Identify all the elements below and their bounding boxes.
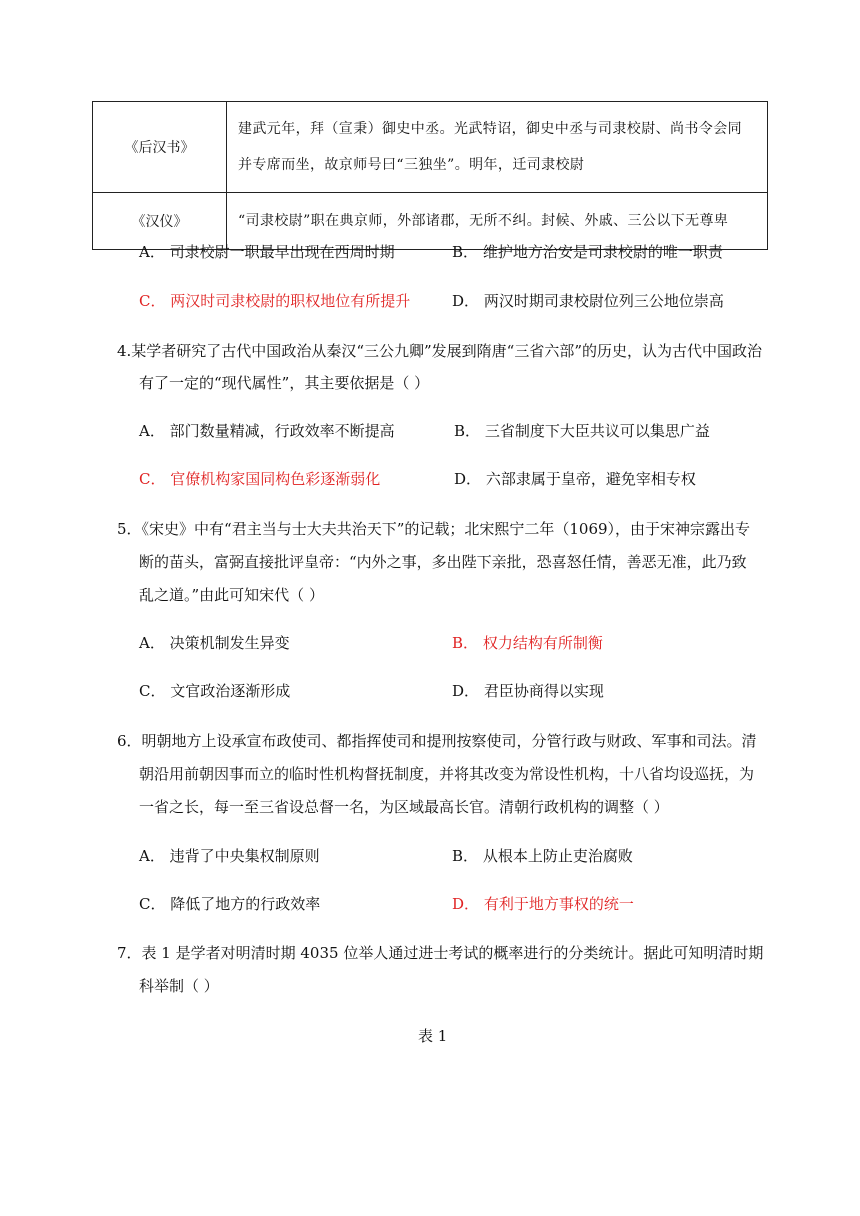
option-a[interactable] — [139, 241, 395, 262]
option-a[interactable] — [139, 420, 395, 441]
option-text: 维护地方治安是司隶校尉的唯一职责 — [482, 243, 723, 261]
option-text: 权力结构有所制衡 — [482, 634, 603, 652]
table-row — [93, 102, 768, 193]
question-stem-line: 一省之长，每一至三省设总督一名，为区域最高长官。清朝行政机构的调整（ ） — [139, 798, 669, 816]
option-label: D． — [454, 470, 482, 488]
question-stem-line: 朝沿用前朝因事而立的临时性机构督抚制度，并将其改变为常设性机构，十八省均设巡抚，为 — [139, 765, 755, 783]
option-c[interactable] — [139, 680, 290, 701]
option-a[interactable] — [139, 632, 290, 653]
option-text: 降低了地方的行政效率 — [170, 895, 321, 913]
option-text: 三省制度下大臣共议可以集思广益 — [484, 422, 710, 440]
option-b[interactable] — [454, 420, 710, 441]
option-d-answer[interactable] — [452, 893, 634, 914]
option-d[interactable] — [454, 468, 696, 489]
option-text: 文官政治逐渐形成 — [170, 682, 291, 700]
option-text: 从根本上防止吏治腐败 — [482, 847, 633, 865]
option-label: B． — [452, 847, 479, 865]
source-excerpt — [227, 102, 768, 193]
option-label: C． — [139, 895, 166, 913]
excerpt-line: “司隶校尉”职在典京师，外部诸郡，无所不纠。封候、外戚、三公以下无尊卑 — [238, 213, 729, 229]
question-stem-line: 断的苗头，富弼直接批评皇帝：“内外之事，多出陛下亲批，恐喜怒任情，善恶无准，此乃致 — [139, 553, 747, 571]
table-caption: 表 1 — [418, 1027, 448, 1045]
option-a[interactable] — [139, 845, 320, 866]
option-b-answer[interactable] — [452, 632, 603, 653]
option-label: B． — [452, 634, 479, 652]
option-text: 有利于地方事权的统一 — [483, 895, 634, 913]
option-c[interactable] — [139, 893, 320, 914]
option-label: C． — [139, 682, 166, 700]
option-text: 部门数量精减，行政效率不断提高 — [169, 422, 395, 440]
source-name: 《后汉书》 — [93, 102, 227, 193]
option-text: 六部隶属于皇帝，避免宰相专权 — [485, 470, 696, 488]
option-c-answer[interactable] — [139, 468, 380, 489]
option-text: 司隶校尉一职最早出现在西周时期 — [169, 243, 395, 261]
option-text: 两汉时期司隶校尉位列三公地位崇高 — [483, 292, 724, 310]
question-stem-line: 有了一定的“现代属性”，其主要依据是（ ） — [139, 374, 430, 392]
source-table-grid — [92, 101, 768, 250]
option-label: A． — [139, 634, 165, 652]
question-stem-line: 7．表 1 是学者对明清时期 4035 位举人通过进士考试的概率进行的分类统计。据此可知明清时期 — [117, 944, 764, 962]
option-d[interactable] — [452, 290, 724, 311]
option-c-answer[interactable] — [139, 290, 410, 311]
question-stem-line: 乱之道。”由此可知宋代（ ） — [139, 586, 324, 604]
option-label: D． — [452, 895, 480, 913]
option-label: B． — [454, 422, 481, 440]
option-text: 两汉时司隶校尉的职权地位有所提升 — [170, 292, 411, 310]
option-d[interactable] — [452, 680, 604, 701]
option-text: 决策机制发生异变 — [169, 634, 290, 652]
excerpt-line: 建武元年，拜（宣秉）御史中丞。光武特诏，御史中丞与司隶校尉、尚书令会同 — [238, 121, 742, 137]
source-name: 《汉仪》 — [93, 193, 227, 250]
option-label: A． — [139, 422, 165, 440]
option-label: A． — [139, 243, 165, 261]
option-label: D． — [452, 682, 480, 700]
option-text: 官僚机构家国同构色彩逐渐弱化 — [170, 470, 381, 488]
question-stem-line: 科举制（ ） — [139, 977, 219, 995]
source-table — [92, 101, 768, 250]
excerpt-line: 并专席而坐，故京师号曰“三独坐”。明年，迁司隶校尉 — [238, 157, 585, 173]
option-label: D． — [452, 292, 480, 310]
option-label: A． — [139, 847, 165, 865]
option-text: 违背了中央集权制原则 — [169, 847, 320, 865]
question-stem-line: 5．《宋史》中有“君主当与士大夫共治天下”的记载；北宋熙宁二年（1069），由于宋神宗露出专 — [117, 520, 751, 538]
option-label: C． — [139, 470, 166, 488]
option-b[interactable] — [452, 241, 723, 262]
option-text: 君臣协商得以实现 — [483, 682, 604, 700]
question-stem-line: 6．明朝地方上设承宣布政使司、都指挥使司和提刑按察使司，分管行政与财政、军事和司法。清 — [117, 732, 757, 750]
option-label: B． — [452, 243, 479, 261]
question-stem-line: 4.某学者研究了古代中国政治从秦汉“三公九卿”发展到隋唐“三省六部”的历史，认为古代中国政治 — [117, 342, 762, 360]
option-label: C． — [139, 292, 166, 310]
option-b[interactable] — [452, 845, 633, 866]
